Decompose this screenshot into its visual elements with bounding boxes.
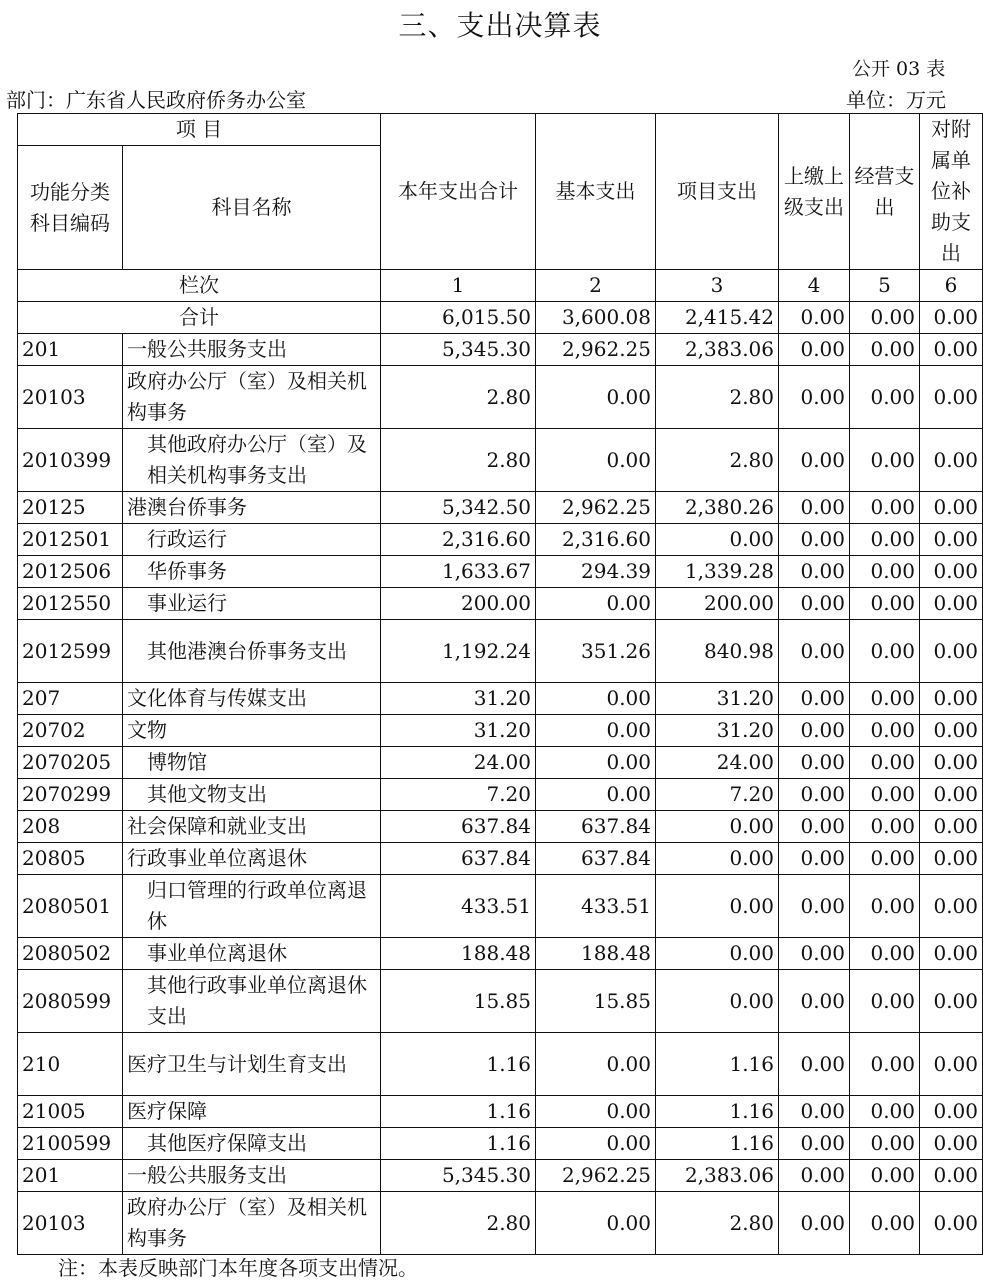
row-name: 医疗保障: [123, 1096, 381, 1128]
row-code: 20103: [18, 1192, 123, 1255]
row-value: 0.00: [779, 1033, 850, 1096]
row-value: 637.84: [381, 843, 536, 875]
total-value: 6,015.50: [381, 302, 536, 334]
row-value: 0.00: [850, 1033, 920, 1096]
row-name: 政府办公厅（室）及相关机构事务: [123, 1192, 381, 1255]
row-value: 24.00: [381, 747, 536, 779]
row-value: 0.00: [920, 429, 983, 492]
row-value: 31.20: [381, 683, 536, 715]
row-value: 0.00: [536, 429, 656, 492]
row-value: 0.00: [779, 811, 850, 843]
row-code: 207: [18, 683, 123, 715]
row-value: 433.51: [381, 875, 536, 938]
row-value: 2,962.25: [536, 492, 656, 524]
row-value: 2,383.06: [656, 1160, 779, 1192]
row-value: 0.00: [850, 843, 920, 875]
table-row: [18, 1192, 983, 1255]
total-value: 0.00: [779, 302, 850, 334]
row-value: 2,383.06: [656, 334, 779, 366]
column-number-row: [18, 270, 983, 302]
row-value: 0.00: [779, 1096, 850, 1128]
row-value: 0.00: [779, 1192, 850, 1255]
row-value: 0.00: [850, 970, 920, 1033]
row-value: 0.00: [920, 1128, 983, 1160]
row-value: 0.00: [850, 715, 920, 747]
row-value: 0.00: [656, 938, 779, 970]
row-value: 2.80: [656, 429, 779, 492]
header-total: 本年支出合计: [381, 114, 536, 270]
row-value: 0.00: [920, 875, 983, 938]
header-code: 功能分类科目编码: [18, 146, 123, 270]
row-value: 31.20: [656, 683, 779, 715]
column-number: 2: [536, 270, 656, 302]
row-value: 0.00: [779, 556, 850, 588]
row-value: 0.00: [920, 683, 983, 715]
row-name: 其他政府办公厅（室）及相关机构事务支出: [123, 429, 381, 492]
row-name: 社会保障和就业支出: [123, 811, 381, 843]
row-value: 0.00: [920, 715, 983, 747]
row-value: 0.00: [920, 620, 983, 683]
row-value: 0.00: [850, 429, 920, 492]
row-value: 433.51: [536, 875, 656, 938]
row-value: 0.00: [920, 938, 983, 970]
header-project: 项目支出: [656, 114, 779, 270]
row-value: 31.20: [381, 715, 536, 747]
row-value: 5,345.30: [381, 1160, 536, 1192]
row-value: 0.00: [920, 1192, 983, 1255]
table-row: [18, 970, 983, 1033]
row-value: 0.00: [920, 1033, 983, 1096]
row-value: 0.00: [779, 715, 850, 747]
unit-label: 单位：万元: [846, 88, 946, 112]
row-value: 2,962.25: [536, 334, 656, 366]
row-value: 7.20: [381, 779, 536, 811]
row-code: 2080502: [18, 938, 123, 970]
column-label: 栏次: [18, 270, 381, 302]
row-value: 0.00: [656, 875, 779, 938]
row-name: 其他医疗保障支出: [123, 1128, 381, 1160]
total-value: 3,600.08: [536, 302, 656, 334]
row-name: 归口管理的行政单位离退休: [123, 875, 381, 938]
row-value: 0.00: [536, 747, 656, 779]
row-value: 0.00: [920, 524, 983, 556]
row-value: 351.26: [536, 620, 656, 683]
row-value: 0.00: [850, 334, 920, 366]
row-value: 637.84: [381, 811, 536, 843]
row-value: 0.00: [779, 1160, 850, 1192]
row-value: 200.00: [381, 588, 536, 620]
header-row: [18, 114, 983, 146]
column-number: 5: [850, 270, 920, 302]
row-value: 0.00: [779, 779, 850, 811]
row-code: 21005: [18, 1096, 123, 1128]
row-name: 事业运行: [123, 588, 381, 620]
row-value: 0.00: [536, 366, 656, 429]
header-upper: 上缴上级支出: [779, 114, 850, 270]
total-label: 合计: [18, 302, 381, 334]
row-value: 0.00: [920, 779, 983, 811]
row-code: 2080501: [18, 875, 123, 938]
row-code: 2012506: [18, 556, 123, 588]
header-basic: 基本支出: [536, 114, 656, 270]
row-value: 0.00: [850, 1160, 920, 1192]
header-name: 科目名称: [123, 146, 381, 270]
table-row: [18, 938, 983, 970]
row-value: 0.00: [850, 524, 920, 556]
row-code: 201: [18, 334, 123, 366]
row-name: 行政事业单位离退休: [123, 843, 381, 875]
total-value: 0.00: [920, 302, 983, 334]
row-name: 其他港澳台侨事务支出: [123, 620, 381, 683]
row-value: 0.00: [920, 1160, 983, 1192]
row-value: 2,380.26: [656, 492, 779, 524]
table-row: [18, 683, 983, 715]
row-value: 0.00: [850, 1192, 920, 1255]
row-name: 博物馆: [123, 747, 381, 779]
row-value: 0.00: [536, 588, 656, 620]
row-value: 0.00: [920, 843, 983, 875]
row-value: 1,192.24: [381, 620, 536, 683]
row-value: 2.80: [656, 366, 779, 429]
row-value: 0.00: [850, 366, 920, 429]
row-value: 0.00: [920, 970, 983, 1033]
row-value: 1.16: [656, 1128, 779, 1160]
column-number: 4: [779, 270, 850, 302]
table-row: [18, 366, 983, 429]
row-value: 0.00: [920, 811, 983, 843]
row-value: 0.00: [536, 683, 656, 715]
department-label: 部门：广东省人民政府侨务办公室: [6, 88, 306, 112]
row-value: 0.00: [656, 524, 779, 556]
row-code: 2070299: [18, 779, 123, 811]
row-code: 208: [18, 811, 123, 843]
row-value: 0.00: [850, 620, 920, 683]
row-code: 2012501: [18, 524, 123, 556]
row-value: 0.00: [779, 875, 850, 938]
row-code: 20702: [18, 715, 123, 747]
row-value: 0.00: [779, 620, 850, 683]
row-value: 2.80: [381, 366, 536, 429]
row-value: 5,342.50: [381, 492, 536, 524]
table-row: [18, 779, 983, 811]
row-name: 一般公共服务支出: [123, 1160, 381, 1192]
row-value: 0.00: [850, 1128, 920, 1160]
row-name: 文物: [123, 715, 381, 747]
row-name: 华侨事务: [123, 556, 381, 588]
row-value: 0.00: [779, 492, 850, 524]
row-value: 2.80: [656, 1192, 779, 1255]
row-value: 0.00: [779, 747, 850, 779]
header-item: 项 目: [18, 114, 381, 146]
row-value: 1.16: [656, 1096, 779, 1128]
row-value: 188.48: [536, 938, 656, 970]
row-value: 24.00: [656, 747, 779, 779]
row-code: 20103: [18, 366, 123, 429]
row-value: 0.00: [850, 683, 920, 715]
table-row: [18, 747, 983, 779]
row-name: 医疗卫生与计划生育支出: [123, 1033, 381, 1096]
row-value: 0.00: [779, 366, 850, 429]
row-value: 0.00: [850, 938, 920, 970]
row-value: 637.84: [536, 843, 656, 875]
row-value: 1.16: [381, 1096, 536, 1128]
row-value: 200.00: [656, 588, 779, 620]
header-subsidy: 对附属单位补助支出: [920, 114, 983, 270]
table-row: [18, 620, 983, 683]
row-value: 15.85: [536, 970, 656, 1033]
row-value: 0.00: [779, 938, 850, 970]
row-value: 2,316.60: [536, 524, 656, 556]
row-value: 0.00: [850, 492, 920, 524]
row-value: 0.00: [850, 875, 920, 938]
row-value: 0.00: [850, 811, 920, 843]
table-row: [18, 492, 983, 524]
row-value: 0.00: [536, 779, 656, 811]
row-value: 1,633.67: [381, 556, 536, 588]
row-value: 0.00: [920, 1096, 983, 1128]
row-value: 637.84: [536, 811, 656, 843]
row-value: 0.00: [850, 556, 920, 588]
row-value: 0.00: [779, 334, 850, 366]
row-value: 15.85: [381, 970, 536, 1033]
row-value: 2,962.25: [536, 1160, 656, 1192]
row-value: 0.00: [850, 779, 920, 811]
total-value: 2,415.42: [656, 302, 779, 334]
table-row: [18, 429, 983, 492]
row-name: 行政运行: [123, 524, 381, 556]
row-value: 0.00: [779, 588, 850, 620]
row-value: 294.39: [536, 556, 656, 588]
row-code: 2012599: [18, 620, 123, 683]
row-name: 政府办公厅（室）及相关机构事务: [123, 366, 381, 429]
row-value: 0.00: [779, 970, 850, 1033]
row-value: 0.00: [536, 1096, 656, 1128]
row-value: 0.00: [779, 683, 850, 715]
row-code: 20805: [18, 843, 123, 875]
row-value: 0.00: [779, 1128, 850, 1160]
column-number: 1: [381, 270, 536, 302]
table-row: [18, 715, 983, 747]
expenditure-table: [17, 113, 983, 1255]
row-value: 2,316.60: [381, 524, 536, 556]
row-value: 1,339.28: [656, 556, 779, 588]
row-name: 事业单位离退休: [123, 938, 381, 970]
row-value: 0.00: [920, 588, 983, 620]
row-value: 0.00: [920, 366, 983, 429]
row-value: 0.00: [536, 715, 656, 747]
row-code: 2010399: [18, 429, 123, 492]
table-row: [18, 843, 983, 875]
table-row: [18, 556, 983, 588]
row-value: 0.00: [920, 334, 983, 366]
row-value: 0.00: [656, 811, 779, 843]
row-code: 201: [18, 1160, 123, 1192]
row-value: 0.00: [779, 843, 850, 875]
row-value: 0.00: [850, 1096, 920, 1128]
row-name: 港澳台侨事务: [123, 492, 381, 524]
row-value: 0.00: [779, 524, 850, 556]
table-row: [18, 1033, 983, 1096]
form-number: 公开 03 表: [852, 58, 946, 80]
table-row: [18, 334, 983, 366]
total-value: 0.00: [850, 302, 920, 334]
row-name: 一般公共服务支出: [123, 334, 381, 366]
row-value: 0.00: [656, 970, 779, 1033]
row-code: 2080599: [18, 970, 123, 1033]
row-value: 0.00: [656, 843, 779, 875]
row-value: 7.20: [656, 779, 779, 811]
row-value: 5,345.30: [381, 334, 536, 366]
row-value: 1.16: [381, 1033, 536, 1096]
table-row: [18, 1160, 983, 1192]
total-row: [18, 302, 983, 334]
row-value: 188.48: [381, 938, 536, 970]
row-value: 0.00: [536, 1128, 656, 1160]
row-value: 1.16: [656, 1033, 779, 1096]
row-value: 0.00: [920, 556, 983, 588]
row-value: 0.00: [920, 747, 983, 779]
row-value: 2.80: [381, 429, 536, 492]
row-value: 0.00: [850, 588, 920, 620]
row-name: 其他文物支出: [123, 779, 381, 811]
table-row: [18, 811, 983, 843]
row-code: 2012550: [18, 588, 123, 620]
table-row: [18, 1128, 983, 1160]
table-row: [18, 1096, 983, 1128]
table-row: [18, 588, 983, 620]
row-value: 31.20: [656, 715, 779, 747]
column-number: 6: [920, 270, 983, 302]
row-value: 0.00: [536, 1033, 656, 1096]
page-title: 三、支出决算表: [398, 9, 602, 42]
header-business: 经营支出: [850, 114, 920, 270]
table-note: 注：本表反映部门本年度各项支出情况。: [58, 1256, 418, 1280]
row-value: 0.00: [536, 1192, 656, 1255]
row-value: 0.00: [920, 492, 983, 524]
row-value: 1.16: [381, 1128, 536, 1160]
column-number: 3: [656, 270, 779, 302]
row-code: 20125: [18, 492, 123, 524]
row-value: 0.00: [779, 429, 850, 492]
row-name: 文化体育与传媒支出: [123, 683, 381, 715]
row-name: 其他行政事业单位离退休支出: [123, 970, 381, 1033]
row-value: 2.80: [381, 1192, 536, 1255]
row-value: 840.98: [656, 620, 779, 683]
table-row: [18, 875, 983, 938]
row-code: 210: [18, 1033, 123, 1096]
row-code: 2100599: [18, 1128, 123, 1160]
table-row: [18, 524, 983, 556]
row-value: 0.00: [850, 747, 920, 779]
row-code: 2070205: [18, 747, 123, 779]
